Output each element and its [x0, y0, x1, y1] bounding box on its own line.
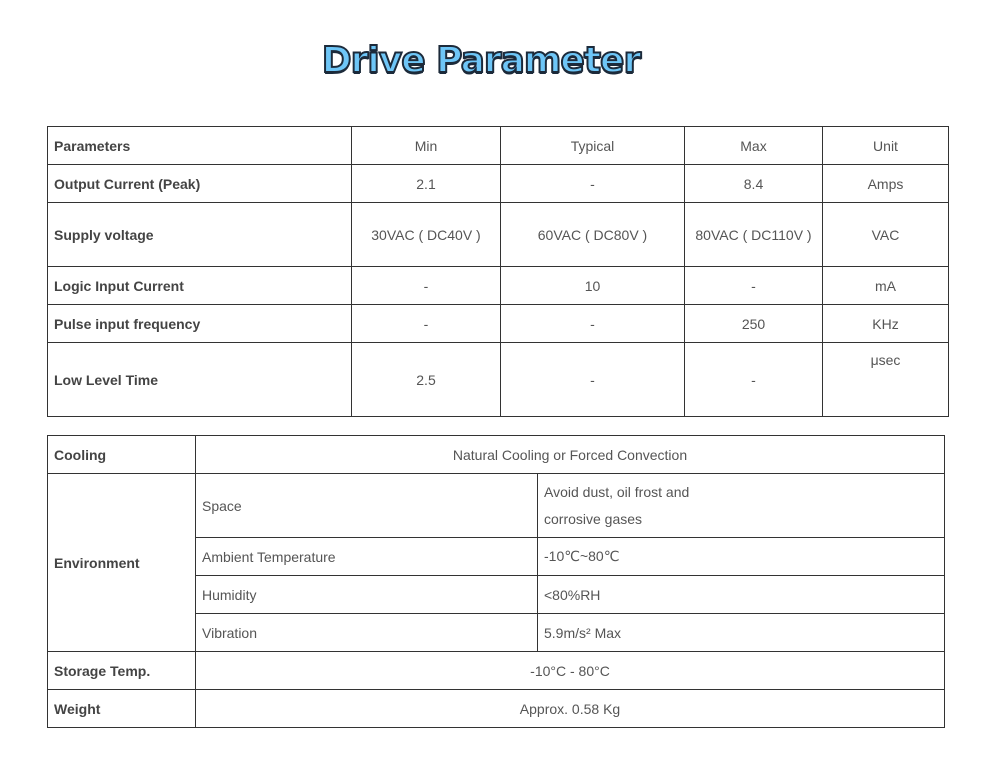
- param-max: 250: [685, 305, 823, 343]
- param-unit: VAC: [823, 203, 949, 267]
- ambient-label: Ambient Temperature: [196, 538, 538, 576]
- space-value-line1: Avoid dust, oil frost and: [544, 483, 690, 500]
- weight-label: Weight: [48, 690, 196, 728]
- param-typical: -: [501, 343, 685, 417]
- vibration-label: Vibration: [196, 614, 538, 652]
- param-typical: -: [501, 165, 685, 203]
- param-min: 2.1: [352, 165, 501, 203]
- table-row: [48, 436, 945, 474]
- param-unit: KHz: [823, 305, 949, 343]
- header-parameters: Parameters: [48, 127, 352, 165]
- storage-label: Storage Temp.: [48, 652, 196, 690]
- param-name: Output Current (Peak): [48, 165, 352, 203]
- param-min: 2.5: [352, 343, 501, 417]
- space-value: [538, 474, 945, 538]
- cooling-value: Natural Cooling or Forced Convection: [196, 436, 945, 474]
- param-unit: mA: [823, 267, 949, 305]
- param-unit: μsec: [823, 343, 949, 417]
- param-typical: 60VAC ( DC80V ): [501, 203, 685, 267]
- space-value-line2: corrosive gases: [544, 510, 643, 527]
- table-row: [48, 474, 945, 538]
- table-row: [48, 652, 945, 690]
- environment-label: Environment: [48, 474, 196, 652]
- header-unit: Unit: [823, 127, 949, 165]
- param-unit: Amps: [823, 165, 949, 203]
- table-row: [48, 305, 949, 343]
- space-label: Space: [196, 474, 538, 538]
- ambient-value: -10℃~80℃: [538, 538, 945, 576]
- param-min: -: [352, 305, 501, 343]
- storage-value: -10°C - 80°C: [196, 652, 945, 690]
- header-min: Min: [352, 127, 501, 165]
- table-row: [48, 343, 949, 417]
- table-row: [48, 165, 949, 203]
- param-max: 80VAC ( DC110V ): [685, 203, 823, 267]
- param-typical: 10: [501, 267, 685, 305]
- humidity-label: Humidity: [196, 576, 538, 614]
- environment-table: [47, 435, 945, 728]
- table-row: [48, 267, 949, 305]
- table-header-row: [48, 127, 949, 165]
- param-typical: -: [501, 305, 685, 343]
- param-max: -: [685, 267, 823, 305]
- param-min: -: [352, 267, 501, 305]
- page-title: Drive Parameter: [321, 40, 641, 81]
- vibration-value: 5.9m/s² Max: [538, 614, 945, 652]
- table-row: [48, 203, 949, 267]
- humidity-value: <80%RH: [538, 576, 945, 614]
- param-max: -: [685, 343, 823, 417]
- table-row: [48, 690, 945, 728]
- param-min: 30VAC ( DC40V ): [352, 203, 501, 267]
- header-typical: Typical: [501, 127, 685, 165]
- param-name: Pulse input frequency: [48, 305, 352, 343]
- drive-parameter-table: [47, 126, 949, 417]
- param-name: Supply voltage: [48, 203, 352, 267]
- header-max: Max: [685, 127, 823, 165]
- weight-value: Approx. 0.58 Kg: [196, 690, 945, 728]
- cooling-label: Cooling: [48, 436, 196, 474]
- param-name: Logic Input Current: [48, 267, 352, 305]
- param-name: Low Level Time: [48, 343, 352, 417]
- param-max: 8.4: [685, 165, 823, 203]
